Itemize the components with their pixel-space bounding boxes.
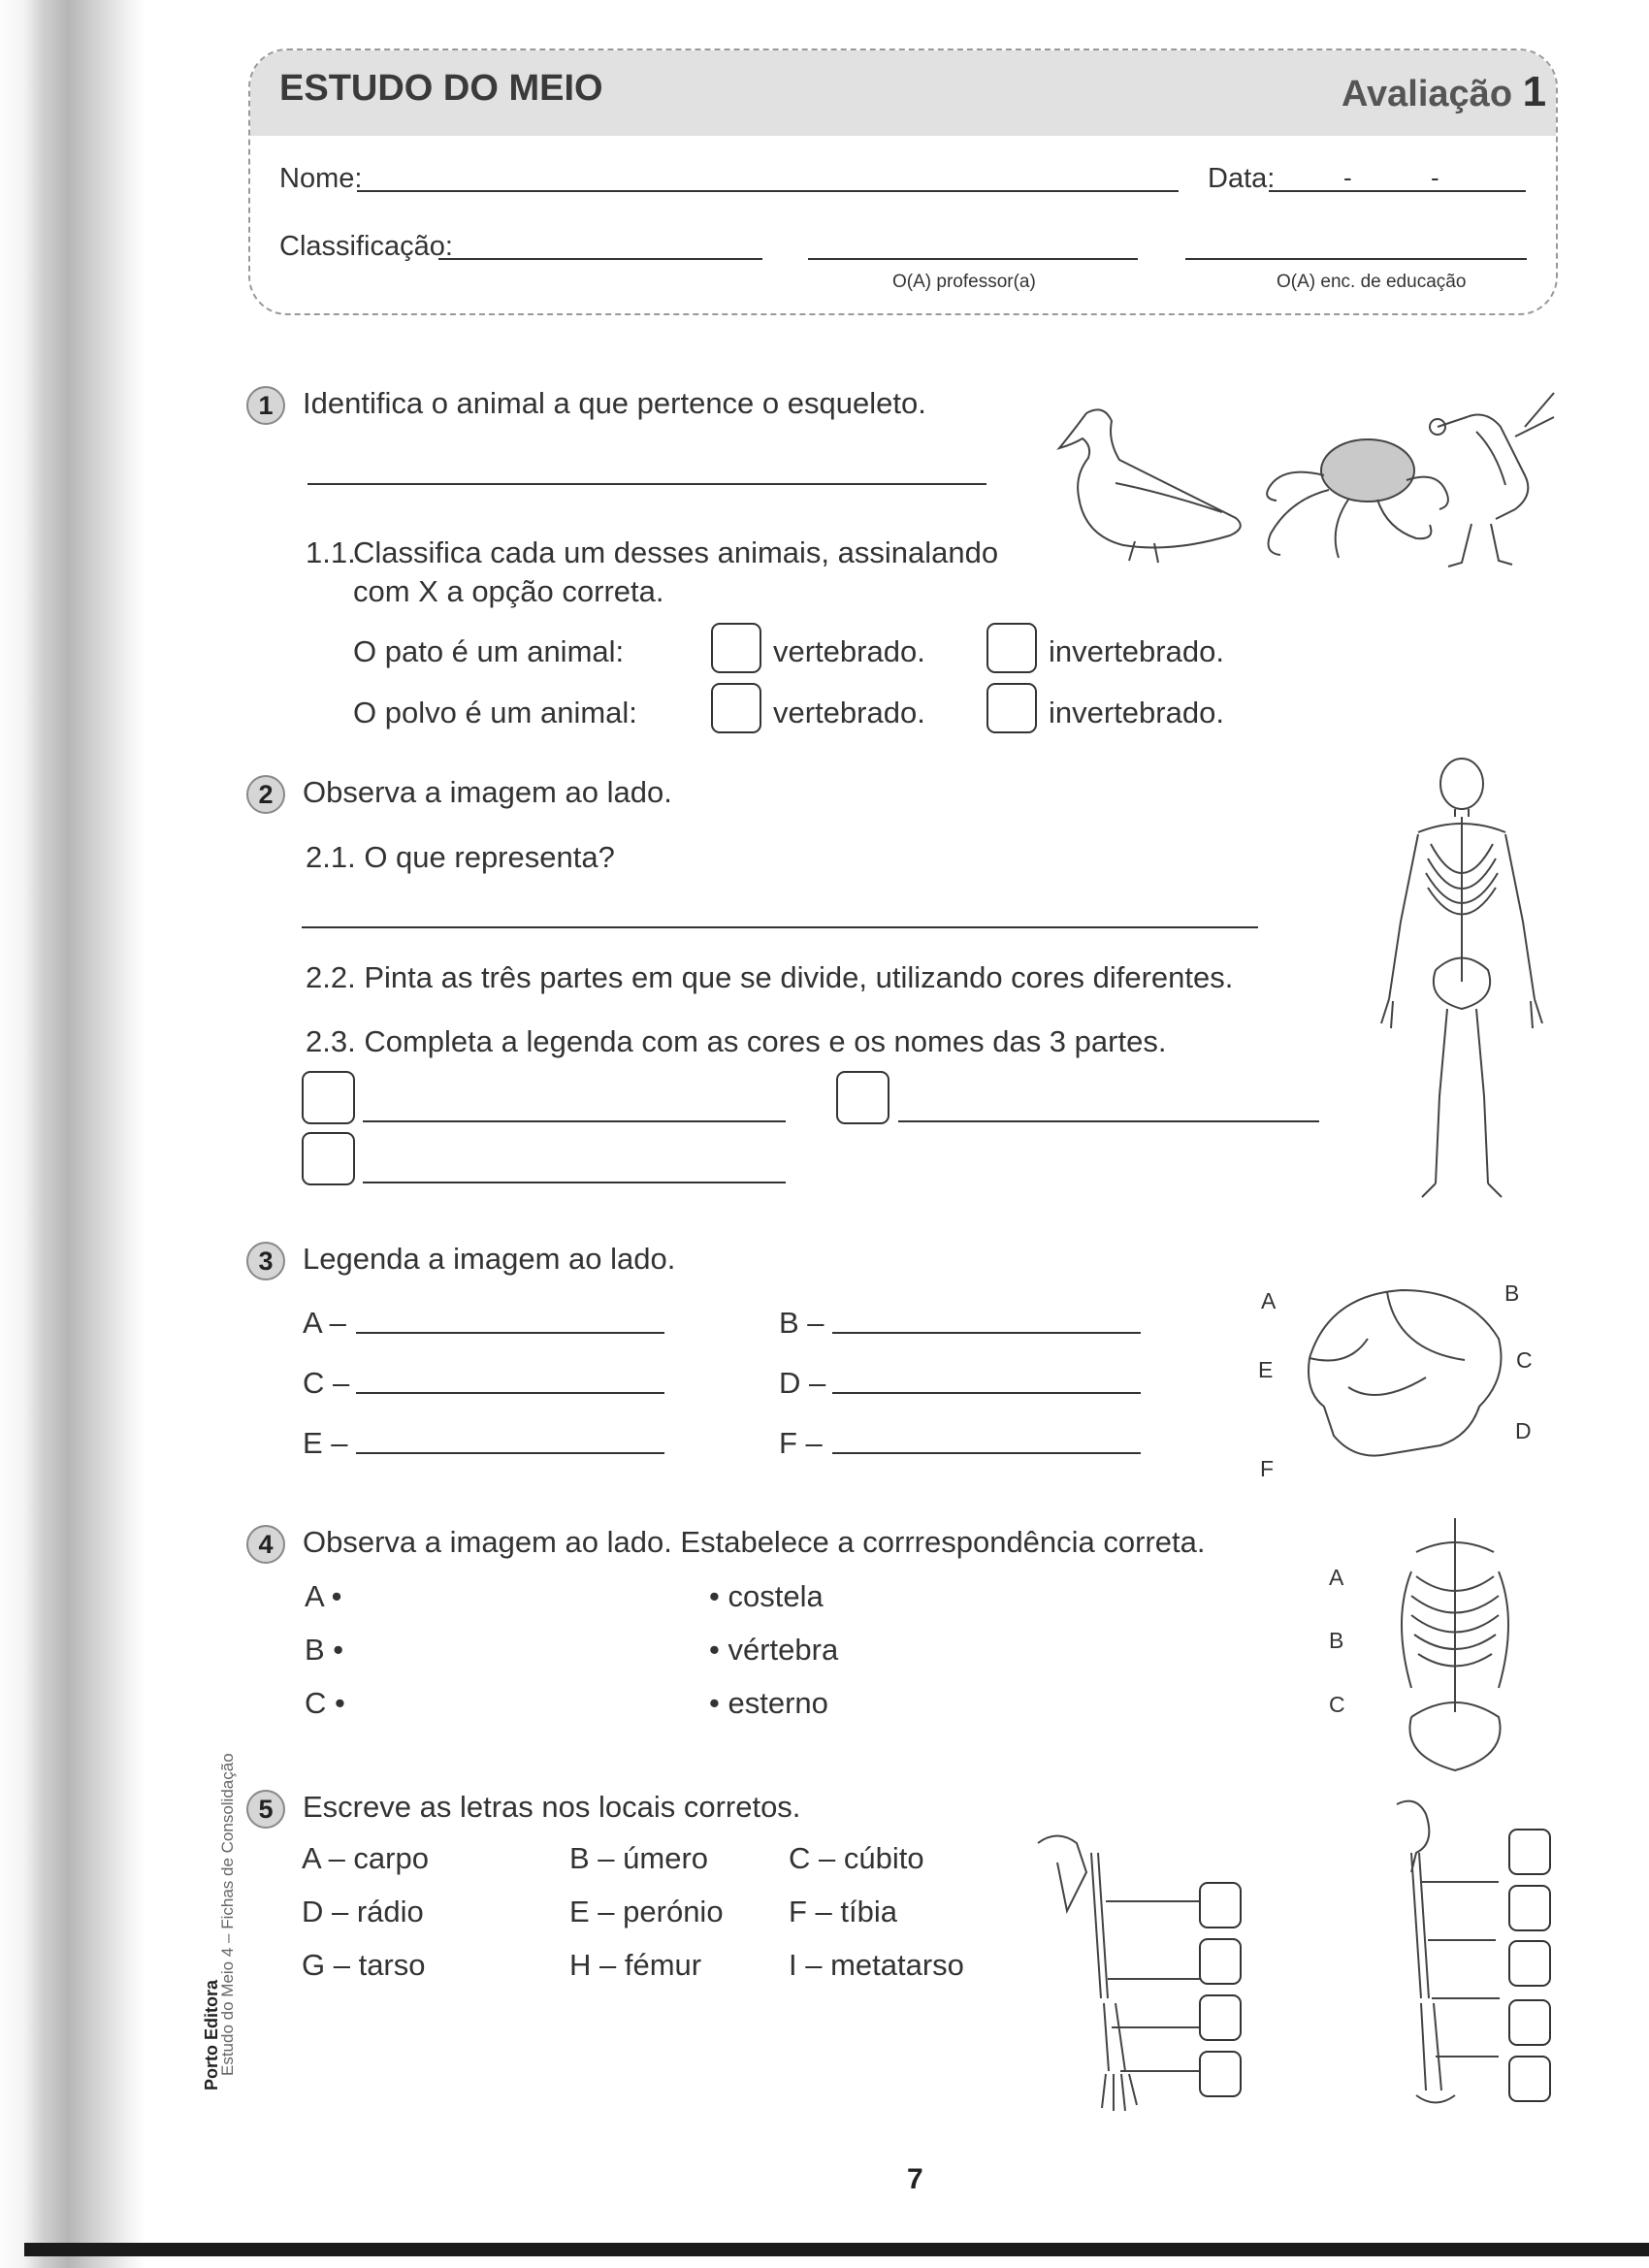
skull-label-a: A [1261,1288,1277,1313]
octopus-vertebrate-label: vertebrado. [773,696,925,729]
bone-option-i: I – metatarso [789,1948,964,1982]
question-1-1-prompt-line2: com X a opção correta. [353,574,664,608]
skull-item-c-label: C – [303,1366,350,1400]
skull-label-c: C [1516,1347,1533,1373]
leg-skeleton-illustration [1377,1795,1523,2115]
subject-title: ESTUDO DO MEIO [279,68,603,109]
bone-option-f: F – tíbia [789,1895,897,1928]
thorax-label-b: B [1329,1628,1344,1653]
match-right-2-text: vértebra [728,1633,839,1667]
question-5-number: 5 [246,1790,285,1829]
legend-color-box-3[interactable] [302,1132,355,1185]
assessment-number: 1 [1522,68,1547,115]
grade-label: Classificação: [279,231,453,262]
skull-item-e-label: E – [303,1426,348,1460]
question-5-prompt: Escreve as letras nos locais corretos. [303,1790,801,1824]
arm-answer-box-1[interactable] [1199,1882,1242,1928]
question-2-prompt: Observa a imagem ao lado. [303,775,672,809]
duck-row-text: O pato é um animal: [353,634,625,668]
arm-answer-box-2[interactable] [1199,1938,1242,1985]
date-field[interactable] [1269,190,1526,192]
match-right-3-text: esterno [728,1686,828,1720]
question-4-prompt: Observa a imagem ao lado. Estabelece a corrrespondência correta. [303,1525,1206,1559]
arm-skeleton-illustration [1028,1824,1208,2115]
bone-option-d: D – rádio [302,1895,424,1928]
assessment-title [1342,68,1546,116]
duck-invertebrate-label: invertebrado. [1049,634,1224,668]
question-2-2-prompt: 2.2. Pinta as três partes em que se divide, utilizando cores diferentes. [306,960,1234,994]
skull-item-f-label: F – [779,1426,823,1460]
leg-answer-box-1[interactable] [1508,1829,1551,1875]
skull-label-f: F [1260,1456,1275,1481]
legend-color-box-2[interactable] [836,1071,889,1124]
match-right-1[interactable]: • costela [709,1579,824,1613]
skull-item-e-line[interactable] [356,1452,664,1454]
match-right-2[interactable]: • vértebra [709,1633,839,1667]
bone-option-e: E – perónio [569,1895,724,1928]
skull-item-a-line[interactable] [356,1332,664,1334]
octopus-invertebrate-label: invertebrado. [1049,696,1224,729]
bottom-scan-edge [24,2243,1649,2256]
question-2-number: 2 [246,775,285,814]
legend-color-box-1[interactable] [302,1071,355,1124]
legend-name-line-2[interactable] [898,1120,1319,1122]
thorax-label-c: C [1329,1692,1345,1717]
bone-option-h: H – fémur [569,1948,702,1982]
match-right-3[interactable]: • esterno [709,1686,828,1720]
bone-option-g: G – tarso [302,1948,426,1982]
bone-option-c: C – cúbito [789,1841,924,1875]
leg-answer-box-3[interactable] [1508,1940,1551,1987]
publisher-logo [202,1980,222,2090]
bone-option-b: B – úmero [569,1841,709,1875]
teacher-caption: O(A) professor(a) [892,272,1036,292]
skull-item-d-line[interactable] [832,1392,1141,1394]
legend-name-line-3[interactable] [363,1182,786,1183]
page-number: 7 [907,2163,923,2195]
octopus-vertebrate-checkbox[interactable] [711,683,761,733]
side-book-title-text: Estudo do Meio 4 – Fichas de Consolidação [218,1753,237,2076]
legend-name-line-1[interactable] [363,1120,786,1122]
question-1-number: 1 [246,386,285,425]
date-label: Data: [1208,163,1276,194]
octopus-row-text: O polvo é um animal: [353,696,637,729]
date-separator-2: - [1431,163,1439,192]
guardian-signature-line[interactable] [1185,258,1527,260]
book-spine-shadow [0,0,146,2268]
publisher-logo-text: Porto Editora [202,1979,221,2090]
question-3-number: 3 [246,1242,285,1280]
match-left-a[interactable]: A • [305,1579,342,1613]
question-1-answer-line[interactable] [307,483,986,485]
skull-label-e: E [1258,1357,1274,1382]
thorax-illustration [1358,1513,1552,1775]
teacher-signature-line[interactable] [808,258,1138,260]
match-right-1-text: costela [728,1579,824,1613]
date-separator-1: - [1343,163,1352,192]
duck-illustration [1048,396,1261,566]
skull-item-c-line[interactable] [356,1392,664,1394]
duck-invertebrate-checkbox[interactable] [986,623,1037,673]
name-label: Nome: [279,163,363,194]
duck-vertebrate-checkbox[interactable] [711,623,761,673]
skull-item-a-label: A – [303,1306,346,1340]
question-1-1-number: 1.1. [306,535,356,569]
skull-item-b-label: B – [779,1306,824,1340]
leg-answer-box-4[interactable] [1508,1999,1551,2046]
question-2-1-answer-line[interactable] [302,926,1258,928]
question-1-prompt: Identifica o animal a que pertence o esqueleto. [303,386,926,420]
question-2-1-prompt: 2.1. O que representa? [306,840,615,874]
question-1-1-prompt-line1: Classifica cada um desses animais, assinalando [353,535,999,569]
question-2-3-prompt: 2.3. Completa a legenda com as cores e os nomes das 3 partes. [306,1024,1167,1058]
arm-answer-box-3[interactable] [1199,1994,1242,2041]
guardian-caption: O(A) enc. de educação [1277,272,1467,292]
arm-answer-box-4[interactable] [1199,2051,1242,2097]
skull-item-d-label: D – [779,1366,826,1400]
bird-skeleton-illustration [1418,388,1564,572]
question-4-number: 4 [246,1525,285,1564]
human-skeleton-illustration [1358,757,1567,1203]
leg-answer-box-5[interactable] [1508,2056,1551,2102]
grade-field[interactable] [438,258,762,260]
match-left-a-letter: A [305,1579,323,1613]
match-left-b-letter: B [305,1633,325,1667]
match-left-c[interactable]: C • [305,1686,345,1720]
thorax-label-a: A [1329,1565,1344,1590]
match-left-c-letter: C [305,1686,327,1720]
skull-label-b: B [1504,1280,1520,1306]
leg-answer-box-2[interactable] [1508,1885,1551,1931]
question-3-prompt: Legenda a imagem ao lado. [303,1242,676,1276]
skull-label-d: D [1515,1418,1532,1443]
skull-illustration [1290,1280,1523,1484]
assessment-label: Avaliação [1342,74,1513,114]
skull-item-b-line[interactable] [832,1332,1141,1334]
octopus-invertebrate-checkbox[interactable] [986,683,1037,733]
skull-item-f-line[interactable] [832,1452,1141,1454]
match-left-b[interactable]: B • [305,1633,344,1667]
name-field[interactable] [357,190,1179,192]
duck-vertebrate-label: vertebrado. [773,634,925,668]
bone-option-a: A – carpo [302,1841,429,1875]
